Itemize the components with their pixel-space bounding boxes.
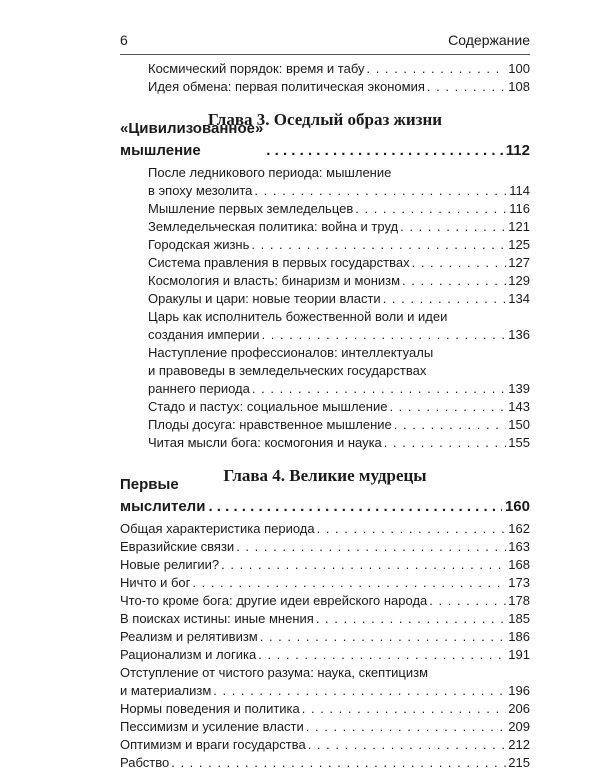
entry-title: Отступление от чистого разума: наука, скептицизм [120, 665, 429, 680]
entry-page: 215 [508, 755, 530, 770]
dot-leader [171, 754, 506, 772]
toc-entry [120, 290, 530, 308]
toc-entry [120, 398, 530, 416]
entry-line [120, 344, 530, 362]
entry-title: Оптимизм и враги государства [120, 737, 306, 752]
toc-entry [120, 416, 530, 434]
entry-title: Нормы поведения и политика [120, 701, 300, 716]
toc-entry [120, 78, 530, 96]
toc-entry [120, 182, 530, 200]
entry-line [120, 164, 530, 182]
dot-leader [192, 574, 506, 592]
entry-title: Городская жизнь [148, 237, 250, 252]
entry-title: Оракулы и цари: новые теории власти [148, 291, 381, 306]
chapter-4-entries [120, 520, 530, 772]
dot-leader [221, 556, 506, 574]
entry-title: Космический порядок: время и табу [148, 61, 365, 76]
entry-page: 168 [508, 557, 530, 572]
entry-title: Мышление первых земледельцев [148, 201, 354, 216]
entry-page: 136 [508, 327, 530, 342]
dot-leader [394, 416, 507, 434]
toc-entry [120, 236, 530, 254]
entry-page: 116 [509, 201, 530, 216]
section-first-thinkers [120, 476, 530, 518]
dot-leader [262, 326, 507, 344]
toc-entry [120, 380, 530, 398]
entry-page: 186 [508, 629, 530, 644]
entry-title: в эпоху мезолита [148, 183, 253, 198]
entry-title: и правоведы в земледельческих государствах [148, 363, 427, 378]
entry-page: 206 [508, 701, 530, 716]
toc-entry [120, 682, 530, 700]
toc-entry [120, 520, 530, 538]
dot-leader [366, 60, 506, 78]
entry-title: Читая мысли бога: космогония и наука [148, 435, 382, 450]
entry-title: Новые религии? [120, 557, 220, 572]
toc-entry [120, 718, 530, 736]
running-header [120, 28, 530, 55]
toc-entry [120, 700, 530, 718]
entry-page: 108 [508, 79, 530, 94]
toc-entry [120, 556, 530, 574]
toc-entry [120, 60, 530, 78]
entry-page: 127 [508, 255, 530, 270]
entry-title: и материализм [120, 683, 212, 698]
dot-leader [389, 398, 506, 416]
toc-entry [120, 434, 530, 452]
entry-page: 125 [508, 237, 530, 252]
entry-title: Общая характеристика периода [120, 521, 315, 536]
section-civilized-thinking [120, 120, 530, 162]
entry-title: Земледельческая политика: война и труд [148, 219, 399, 234]
dot-leader [252, 380, 506, 398]
dot-leader [251, 236, 506, 254]
entry-page: 191 [508, 647, 530, 662]
section-page: 112 [505, 142, 530, 159]
entry-title: Стадо и пастух: социальное мышление [148, 399, 388, 414]
dot-leader [236, 538, 506, 556]
entry-page: 178 [508, 593, 530, 608]
entry-page: 134 [508, 291, 530, 306]
entry-title: Космология и власть: бинаризм и монизм [148, 273, 401, 288]
entry-page: 100 [508, 61, 530, 76]
dot-leader [400, 218, 506, 236]
entry-line [120, 664, 530, 682]
toc-entry [120, 736, 530, 754]
chapter-3-title: Глава 3. Оседлый образ жизни [207, 110, 443, 129]
entry-title: Плоды досуга: нравственное мышление [148, 417, 392, 432]
entry-line [120, 362, 530, 380]
chapter-4-title: Глава 4. Великие мудрецы [223, 466, 427, 485]
entry-page: 212 [508, 737, 530, 752]
section-title: «Цивилизованное» мышление [120, 120, 264, 159]
section-title: Первые мыслители [120, 476, 206, 515]
toc-entry [120, 254, 530, 272]
entry-page: 196 [508, 683, 530, 698]
dot-leader [316, 610, 506, 628]
entry-page: 150 [508, 417, 530, 432]
toc-entry [120, 218, 530, 236]
entry-line [120, 308, 530, 326]
entry-title: Система правления в первых государствах [148, 255, 410, 270]
entry-title: В поисках истины: иные мнения [120, 611, 314, 626]
dot-leader [317, 520, 507, 538]
entry-title: Идея обмена: первая политическая экономия [148, 79, 425, 94]
entry-title: Ничто и бог [120, 575, 191, 590]
entry-title: Что-то кроме бога: другие идеи еврейского народа [120, 593, 428, 608]
entry-title: Пессимизм и усиление власти [120, 719, 304, 734]
toc-entry [120, 610, 530, 628]
page-number: 6 [120, 32, 128, 48]
entry-page: 209 [508, 719, 530, 734]
entry-page: 185 [508, 611, 530, 626]
entry-title: Рационализм и логика [120, 647, 257, 662]
toc-entry [120, 628, 530, 646]
dot-leader [258, 646, 506, 664]
dot-leader [429, 592, 506, 610]
entry-page: 162 [508, 521, 530, 536]
toc-entry [120, 592, 530, 610]
chapter-3-entries [120, 164, 530, 452]
table-of-contents [120, 60, 530, 772]
dot-leader [302, 700, 507, 718]
entry-page: 173 [508, 575, 530, 590]
entry-title: Рабство [120, 755, 170, 770]
entry-title: После ледникового периода: мышление [148, 165, 392, 180]
dot-leader [308, 736, 507, 754]
dot-leader [427, 78, 506, 96]
toc-entry [120, 272, 530, 290]
entry-title: Евразийские связи [120, 539, 235, 554]
dot-leader [412, 254, 507, 272]
entry-page: 155 [508, 435, 530, 450]
dot-leader [208, 496, 502, 518]
entry-title: создания империи [148, 327, 260, 342]
toc-entry [120, 200, 530, 218]
entry-title: Реализм и релятивизм [120, 629, 258, 644]
entry-title: Наступление профессионалов: интеллектуалы [148, 345, 434, 360]
toc-entry [120, 538, 530, 556]
entry-page: 139 [508, 381, 530, 396]
toc-entry [120, 326, 530, 344]
entry-page: 143 [508, 399, 530, 414]
toc-entry [120, 754, 530, 772]
dot-leader [213, 682, 506, 700]
dot-leader [306, 718, 507, 736]
intro-entries [120, 60, 530, 96]
toc-entry [120, 574, 530, 592]
dot-leader [266, 140, 503, 162]
section-page: 160 [504, 498, 530, 515]
toc-entry [120, 646, 530, 664]
entry-page: 163 [508, 539, 530, 554]
entry-title: Царь как исполнитель божественной воли и идеи [148, 309, 448, 324]
dot-leader [355, 200, 507, 218]
dot-leader [402, 272, 506, 290]
entry-title: раннего периода [148, 381, 250, 396]
dot-leader [383, 290, 507, 308]
dot-leader [384, 434, 507, 452]
running-title: Содержание [448, 32, 530, 48]
entry-page: 121 [508, 219, 530, 234]
entry-page: 129 [508, 273, 530, 288]
dot-leader [260, 628, 507, 646]
entry-page: 114 [509, 183, 530, 198]
dot-leader [254, 182, 507, 200]
